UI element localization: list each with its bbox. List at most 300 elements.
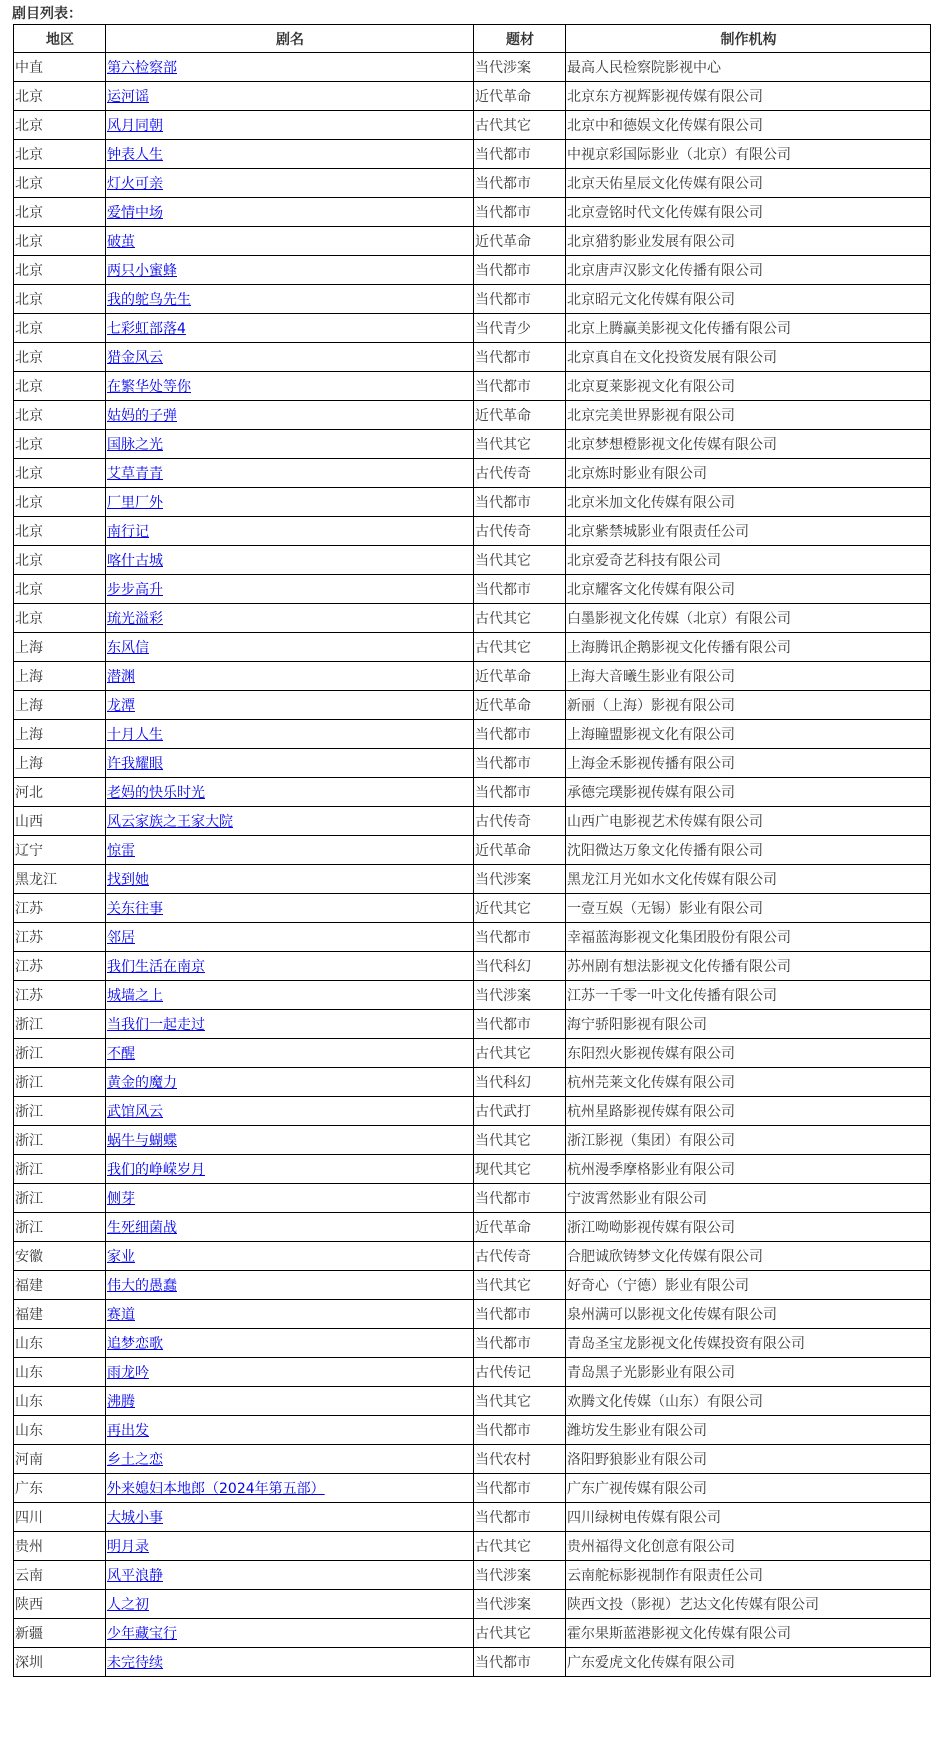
- cell-genre: 古代其它: [474, 604, 566, 633]
- cell-genre: 当代都市: [474, 1416, 566, 1445]
- table-row: [14, 1619, 931, 1648]
- table-row: [14, 981, 931, 1010]
- drama-title-link[interactable]: 雨龙吟: [107, 1365, 149, 1381]
- cell-region: 北京: [14, 285, 106, 314]
- cell-title: [106, 1155, 474, 1184]
- cell-title: [106, 662, 474, 691]
- cell-genre: 当代涉案: [474, 1561, 566, 1590]
- cell-producer: 好奇心（宁德）影业有限公司: [566, 1271, 931, 1300]
- cell-producer: 云南舵标影视制作有限责任公司: [566, 1561, 931, 1590]
- cell-producer: 广东广视传媒有限公司: [566, 1474, 931, 1503]
- table-row: [14, 1648, 931, 1677]
- cell-region: 贵州: [14, 1532, 106, 1561]
- cell-region: 浙江: [14, 1126, 106, 1155]
- drama-title-link[interactable]: 追梦恋歌: [107, 1336, 163, 1352]
- table-row: [14, 1242, 931, 1271]
- table-row: [14, 430, 931, 459]
- drama-title-link[interactable]: 许我耀眼: [107, 756, 163, 772]
- cell-producer: 杭州星路影视传媒有限公司: [566, 1097, 931, 1126]
- cell-region: 山西: [14, 807, 106, 836]
- cell-region: 辽宁: [14, 836, 106, 865]
- table-row: [14, 314, 931, 343]
- cell-title: [106, 459, 474, 488]
- drama-title-link[interactable]: 老妈的快乐时光: [107, 785, 205, 801]
- cell-title: [106, 546, 474, 575]
- table-row: [14, 372, 931, 401]
- cell-region: 黑龙江: [14, 865, 106, 894]
- cell-producer: 北京壹铭时代文化传媒有限公司: [566, 198, 931, 227]
- cell-region: 浙江: [14, 1039, 106, 1068]
- cell-title: [106, 401, 474, 430]
- cell-region: 浙江: [14, 1213, 106, 1242]
- cell-producer: 潍坊发生影业有限公司: [566, 1416, 931, 1445]
- cell-genre: 近代革命: [474, 401, 566, 430]
- cell-region: 上海: [14, 633, 106, 662]
- list-heading: 剧目列表：: [12, 6, 82, 22]
- cell-producer: 上海金禾影视传播有限公司: [566, 749, 931, 778]
- cell-producer: 北京夏莱影视文化有限公司: [566, 372, 931, 401]
- cell-title: [106, 285, 474, 314]
- cell-region: 北京: [14, 314, 106, 343]
- cell-region: 福建: [14, 1271, 106, 1300]
- cell-producer: 江苏一千零一叶文化传播有限公司: [566, 981, 931, 1010]
- table-row: [14, 459, 931, 488]
- cell-genre: 当代青少: [474, 314, 566, 343]
- drama-title-link[interactable]: 风平浪静: [107, 1568, 163, 1584]
- cell-producer: 黑龙江月光如水文化传媒有限公司: [566, 865, 931, 894]
- cell-region: 云南: [14, 1561, 106, 1590]
- cell-title: [106, 1445, 474, 1474]
- cell-producer: 杭州漫季摩格影业有限公司: [566, 1155, 931, 1184]
- cell-producer: 一壹互娱（无锡）影业有限公司: [566, 894, 931, 923]
- cell-producer: 苏州剧有想法影视文化传播有限公司: [566, 952, 931, 981]
- cell-genre: 当代其它: [474, 546, 566, 575]
- cell-producer: 新丽（上海）影视有限公司: [566, 691, 931, 720]
- cell-genre: 近代革命: [474, 662, 566, 691]
- cell-title: [106, 169, 474, 198]
- drama-title-link[interactable]: 步步高升: [107, 582, 163, 598]
- cell-region: 四川: [14, 1503, 106, 1532]
- cell-region: 河北: [14, 778, 106, 807]
- drama-title-link[interactable]: 家业: [107, 1249, 135, 1265]
- cell-region: 山东: [14, 1387, 106, 1416]
- cell-region: 浙江: [14, 1068, 106, 1097]
- cell-title: [106, 1416, 474, 1445]
- cell-genre: 古代其它: [474, 1532, 566, 1561]
- cell-region: 北京: [14, 459, 106, 488]
- cell-genre: 当代都市: [474, 169, 566, 198]
- table-row: [14, 1590, 931, 1619]
- drama-title-link[interactable]: 武馆风云: [107, 1104, 163, 1120]
- cell-genre: 古代传记: [474, 1358, 566, 1387]
- drama-title-link[interactable]: 潜渊: [107, 669, 135, 685]
- cell-title: [106, 807, 474, 836]
- cell-genre: 古代传奇: [474, 1242, 566, 1271]
- cell-producer: 东阳烈火影视传媒有限公司: [566, 1039, 931, 1068]
- cell-region: 北京: [14, 517, 106, 546]
- cell-region: 中直: [14, 53, 106, 82]
- cell-producer: 浙江影视（集团）有限公司: [566, 1126, 931, 1155]
- cell-region: 浙江: [14, 1010, 106, 1039]
- drama-title-link[interactable]: 不醒: [107, 1046, 135, 1062]
- drama-title-link[interactable]: 灯火可亲: [107, 176, 163, 192]
- cell-producer: 承德完璞影视传媒有限公司: [566, 778, 931, 807]
- table-row: [14, 1358, 931, 1387]
- cell-genre: 近代其它: [474, 894, 566, 923]
- header-producer: 制作机构: [566, 25, 931, 53]
- cell-genre: 当代涉案: [474, 53, 566, 82]
- cell-region: 浙江: [14, 1184, 106, 1213]
- drama-title-link[interactable]: 第六检察部: [107, 60, 177, 76]
- cell-producer: 北京猎豹影业发展有限公司: [566, 227, 931, 256]
- drama-title-link[interactable]: 姑妈的子弹: [107, 408, 177, 424]
- cell-producer: 北京炼时影业有限公司: [566, 459, 931, 488]
- drama-title-link[interactable]: 我们的峥嵘岁月: [107, 1162, 205, 1178]
- table-row: [14, 1561, 931, 1590]
- cell-producer: 青岛黑子光影影业有限公司: [566, 1358, 931, 1387]
- cell-title: [106, 865, 474, 894]
- drama-title-link[interactable]: 风云家族之王家大院: [107, 814, 233, 830]
- cell-region: 上海: [14, 749, 106, 778]
- header-genre: 题材: [474, 25, 566, 53]
- cell-title: [106, 923, 474, 952]
- drama-title-link[interactable]: 邻居: [107, 930, 135, 946]
- cell-genre: 当代其它: [474, 1271, 566, 1300]
- cell-producer: 北京梦想橙影视文化传媒有限公司: [566, 430, 931, 459]
- table-row: [14, 517, 931, 546]
- drama-title-link[interactable]: 我的鸵鸟先生: [107, 292, 191, 308]
- cell-region: 北京: [14, 430, 106, 459]
- cell-region: 北京: [14, 140, 106, 169]
- cell-producer: 中视京彩国际影业（北京）有限公司: [566, 140, 931, 169]
- cell-producer: 宁波霄然影业有限公司: [566, 1184, 931, 1213]
- cell-title: [106, 1271, 474, 1300]
- header-title: 剧名: [106, 25, 474, 53]
- cell-title: [106, 981, 474, 1010]
- drama-title-link[interactable]: 猎金风云: [107, 350, 163, 366]
- cell-genre: 近代革命: [474, 1213, 566, 1242]
- cell-producer: 北京天佑星辰文化传媒有限公司: [566, 169, 931, 198]
- table-header-row: [14, 25, 931, 53]
- table-row: [14, 1068, 931, 1097]
- drama-title-link[interactable]: 再出发: [107, 1423, 149, 1439]
- cell-title: [106, 372, 474, 401]
- table-row: [14, 1387, 931, 1416]
- drama-title-link[interactable]: 侧芽: [107, 1191, 135, 1207]
- cell-genre: 当代都市: [474, 140, 566, 169]
- table-row: [14, 865, 931, 894]
- drama-title-link[interactable]: 城墙之上: [107, 988, 163, 1004]
- cell-genre: 古代其它: [474, 111, 566, 140]
- cell-region: 安徽: [14, 1242, 106, 1271]
- cell-producer: 合肥诚欣铸梦文化传媒有限公司: [566, 1242, 931, 1271]
- cell-title: [106, 256, 474, 285]
- cell-genre: 当代农村: [474, 1445, 566, 1474]
- cell-region: 北京: [14, 256, 106, 285]
- header-region: 地区: [14, 25, 106, 53]
- cell-title: [106, 778, 474, 807]
- drama-title-link[interactable]: 两只小蜜蜂: [107, 263, 177, 279]
- cell-region: 北京: [14, 575, 106, 604]
- cell-genre: 现代其它: [474, 1155, 566, 1184]
- cell-producer: 北京爱奇艺科技有限公司: [566, 546, 931, 575]
- table-row: [14, 1213, 931, 1242]
- cell-title: [106, 1068, 474, 1097]
- drama-title-link[interactable]: 关东往事: [107, 901, 163, 917]
- cell-region: 北京: [14, 343, 106, 372]
- cell-region: 深圳: [14, 1648, 106, 1677]
- table-row: [14, 952, 931, 981]
- cell-genre: 当代都市: [474, 720, 566, 749]
- drama-title-link[interactable]: 厂里厂外: [107, 495, 163, 511]
- cell-title: [106, 1184, 474, 1213]
- cell-genre: 古代传奇: [474, 807, 566, 836]
- cell-title: [106, 1387, 474, 1416]
- table-row: [14, 1155, 931, 1184]
- cell-genre: 当代都市: [474, 256, 566, 285]
- cell-genre: 当代其它: [474, 1387, 566, 1416]
- cell-genre: 当代都市: [474, 1648, 566, 1677]
- cell-title: [106, 1503, 474, 1532]
- drama-title-link[interactable]: 龙潭: [107, 698, 135, 714]
- cell-title: [106, 749, 474, 778]
- cell-producer: 北京上腾赢美影视文化传播有限公司: [566, 314, 931, 343]
- cell-title: [106, 1213, 474, 1242]
- cell-region: 山东: [14, 1416, 106, 1445]
- table-row: [14, 662, 931, 691]
- cell-genre: 当代都市: [474, 778, 566, 807]
- cell-title: [106, 488, 474, 517]
- drama-title-link[interactable]: 赛道: [107, 1307, 135, 1323]
- table-row: [14, 778, 931, 807]
- cell-genre: 当代都市: [474, 343, 566, 372]
- drama-title-link[interactable]: 艾草青青: [107, 466, 163, 482]
- cell-region: 北京: [14, 401, 106, 430]
- table-body: [14, 53, 931, 1677]
- table-row: [14, 720, 931, 749]
- cell-genre: 古代武打: [474, 1097, 566, 1126]
- drama-title-link[interactable]: 我们生活在南京: [107, 959, 205, 975]
- cell-producer: 北京昭元文化传媒有限公司: [566, 285, 931, 314]
- table-row: [14, 111, 931, 140]
- cell-genre: 当代其它: [474, 1126, 566, 1155]
- table-row: [14, 1039, 931, 1068]
- drama-title-link[interactable]: 在繁华处等你: [107, 379, 191, 395]
- cell-producer: 欢腾文化传媒（山东）有限公司: [566, 1387, 931, 1416]
- cell-genre: 近代革命: [474, 836, 566, 865]
- cell-producer: 北京中和德娱文化传媒有限公司: [566, 111, 931, 140]
- cell-genre: 当代其它: [474, 430, 566, 459]
- cell-title: [106, 1648, 474, 1677]
- drama-title-link[interactable]: 运河谣: [107, 89, 149, 105]
- cell-genre: 当代涉案: [474, 981, 566, 1010]
- drama-title-link[interactable]: 风月同朝: [107, 118, 163, 134]
- cell-producer: 青岛圣宝龙影视文化传媒投资有限公司: [566, 1329, 931, 1358]
- table-row: [14, 256, 931, 285]
- drama-title-link[interactable]: 琉光溢彩: [107, 611, 163, 627]
- cell-producer: 海宁骄阳影视有限公司: [566, 1010, 931, 1039]
- cell-producer: 洛阳野狼影业有限公司: [566, 1445, 931, 1474]
- cell-producer: 上海瞳盟影视文化有限公司: [566, 720, 931, 749]
- cell-title: [106, 1300, 474, 1329]
- cell-producer: 北京米加文化传媒有限公司: [566, 488, 931, 517]
- table-row: [14, 604, 931, 633]
- cell-genre: 古代其它: [474, 633, 566, 662]
- cell-region: 山东: [14, 1358, 106, 1387]
- table-row: [14, 169, 931, 198]
- cell-genre: 古代其它: [474, 1619, 566, 1648]
- table-row: [14, 1416, 931, 1445]
- cell-producer: 最高人民检察院影视中心: [566, 53, 931, 82]
- table-row: [14, 1271, 931, 1300]
- cell-producer: 泉州满可以影视文化传媒有限公司: [566, 1300, 931, 1329]
- cell-region: 浙江: [14, 1155, 106, 1184]
- drama-title-link[interactable]: 人之初: [107, 1597, 149, 1613]
- cell-producer: 贵州福得文化创意有限公司: [566, 1532, 931, 1561]
- table-row: [14, 749, 931, 778]
- cell-genre: 古代传奇: [474, 459, 566, 488]
- cell-producer: 杭州芫莱文化传媒有限公司: [566, 1068, 931, 1097]
- drama-title-link[interactable]: 蜗牛与蝴蝶: [107, 1133, 177, 1149]
- cell-title: [106, 430, 474, 459]
- table-row: [14, 285, 931, 314]
- drama-title-link[interactable]: 南行记: [107, 524, 149, 540]
- cell-genre: 当代都市: [474, 749, 566, 778]
- drama-title-link[interactable]: 大城小事: [107, 1510, 163, 1526]
- table-row: [14, 836, 931, 865]
- drama-title-link[interactable]: 七彩虹部落4: [107, 321, 186, 337]
- cell-region: 福建: [14, 1300, 106, 1329]
- drama-title-link[interactable]: 未完待续: [107, 1655, 163, 1671]
- drama-title-link[interactable]: 乡土之恋: [107, 1452, 163, 1468]
- drama-title-link[interactable]: 当我们一起走过: [107, 1017, 205, 1033]
- cell-region: 北京: [14, 227, 106, 256]
- cell-region: 江苏: [14, 981, 106, 1010]
- cell-title: [106, 314, 474, 343]
- cell-genre: 近代革命: [474, 82, 566, 111]
- cell-title: [106, 1126, 474, 1155]
- drama-title-link[interactable]: 外来媳妇本地郎（2024年第五部）: [107, 1481, 325, 1497]
- cell-title: [106, 575, 474, 604]
- cell-genre: 当代涉案: [474, 865, 566, 894]
- cell-region: 浙江: [14, 1097, 106, 1126]
- drama-title-link[interactable]: 破茧: [107, 234, 135, 250]
- cell-title: [106, 111, 474, 140]
- cell-title: [106, 1619, 474, 1648]
- cell-region: 山东: [14, 1329, 106, 1358]
- cell-title: [106, 1329, 474, 1358]
- table-row: [14, 1532, 931, 1561]
- table-row: [14, 140, 931, 169]
- drama-title-link[interactable]: 找到她: [107, 872, 149, 888]
- table-row: [14, 53, 931, 82]
- drama-title-link[interactable]: 黄金的魔力: [107, 1075, 177, 1091]
- cell-genre: 当代都市: [474, 488, 566, 517]
- cell-genre: 当代都市: [474, 285, 566, 314]
- cell-producer: 浙江呦呦影视传媒有限公司: [566, 1213, 931, 1242]
- drama-title-link[interactable]: 爱情中场: [107, 205, 163, 221]
- cell-genre: 当代都市: [474, 198, 566, 227]
- cell-genre: 当代都市: [474, 1474, 566, 1503]
- drama-title-link[interactable]: 伟大的愚蠢: [107, 1278, 177, 1294]
- cell-region: 北京: [14, 111, 106, 140]
- cell-genre: 当代都市: [474, 1184, 566, 1213]
- table-row: [14, 1503, 931, 1532]
- cell-producer: 幸福蓝海影视文化集团股份有限公司: [566, 923, 931, 952]
- cell-region: 北京: [14, 488, 106, 517]
- table-row: [14, 546, 931, 575]
- cell-region: 北京: [14, 372, 106, 401]
- table-row: [14, 82, 931, 111]
- table-row: [14, 227, 931, 256]
- cell-producer: 四川绿树电传媒有限公司: [566, 1503, 931, 1532]
- cell-region: 上海: [14, 720, 106, 749]
- cell-producer: 北京唐声汉影文化传播有限公司: [566, 256, 931, 285]
- cell-producer: 山西广电影视艺术传媒有限公司: [566, 807, 931, 836]
- table-row: [14, 691, 931, 720]
- cell-title: [106, 343, 474, 372]
- cell-genre: 近代革命: [474, 227, 566, 256]
- cell-title: [106, 1097, 474, 1126]
- table-row: [14, 894, 931, 923]
- drama-table: [13, 24, 931, 1677]
- drama-title-link[interactable]: 明月录: [107, 1539, 149, 1555]
- cell-region: 上海: [14, 662, 106, 691]
- cell-producer: 上海大音曦生影业有限公司: [566, 662, 931, 691]
- table-row: [14, 633, 931, 662]
- cell-genre: 当代都市: [474, 372, 566, 401]
- cell-title: [106, 691, 474, 720]
- drama-title-link[interactable]: 惊雷: [107, 843, 135, 859]
- cell-genre: 当代都市: [474, 575, 566, 604]
- drama-title-link[interactable]: 生死细菌战: [107, 1220, 177, 1236]
- drama-title-link[interactable]: 东风信: [107, 640, 149, 656]
- cell-producer: 沈阳微达万象文化传播有限公司: [566, 836, 931, 865]
- cell-region: 北京: [14, 546, 106, 575]
- cell-title: [106, 1532, 474, 1561]
- cell-title: [106, 1039, 474, 1068]
- drama-title-link[interactable]: 国脉之光: [107, 437, 163, 453]
- table-row: [14, 343, 931, 372]
- table-row: [14, 1097, 931, 1126]
- cell-region: 江苏: [14, 923, 106, 952]
- table-row: [14, 1126, 931, 1155]
- cell-region: 江苏: [14, 952, 106, 981]
- table-row: [14, 1300, 931, 1329]
- cell-region: 陕西: [14, 1590, 106, 1619]
- cell-title: [106, 227, 474, 256]
- cell-producer: 陕西文投（影视）艺达文化传媒有限公司: [566, 1590, 931, 1619]
- cell-region: 北京: [14, 82, 106, 111]
- cell-producer: 广东爱虎文化传媒有限公司: [566, 1648, 931, 1677]
- drama-title-link[interactable]: 钟表人生: [107, 147, 163, 163]
- table-row: [14, 923, 931, 952]
- drama-title-link[interactable]: 沸腾: [107, 1394, 135, 1410]
- cell-region: 北京: [14, 198, 106, 227]
- cell-region: 新疆: [14, 1619, 106, 1648]
- drama-title-link[interactable]: 少年藏宝行: [107, 1626, 177, 1642]
- table-row: [14, 1184, 931, 1213]
- cell-genre: 近代革命: [474, 691, 566, 720]
- cell-producer: 北京耀客文化传媒有限公司: [566, 575, 931, 604]
- cell-title: [106, 53, 474, 82]
- cell-title: [106, 1474, 474, 1503]
- cell-title: [106, 1561, 474, 1590]
- drama-title-link[interactable]: 喀什古城: [107, 553, 163, 569]
- drama-title-link[interactable]: 十月人生: [107, 727, 163, 743]
- cell-region: 上海: [14, 691, 106, 720]
- cell-producer: 北京东方视辉影视传媒有限公司: [566, 82, 931, 111]
